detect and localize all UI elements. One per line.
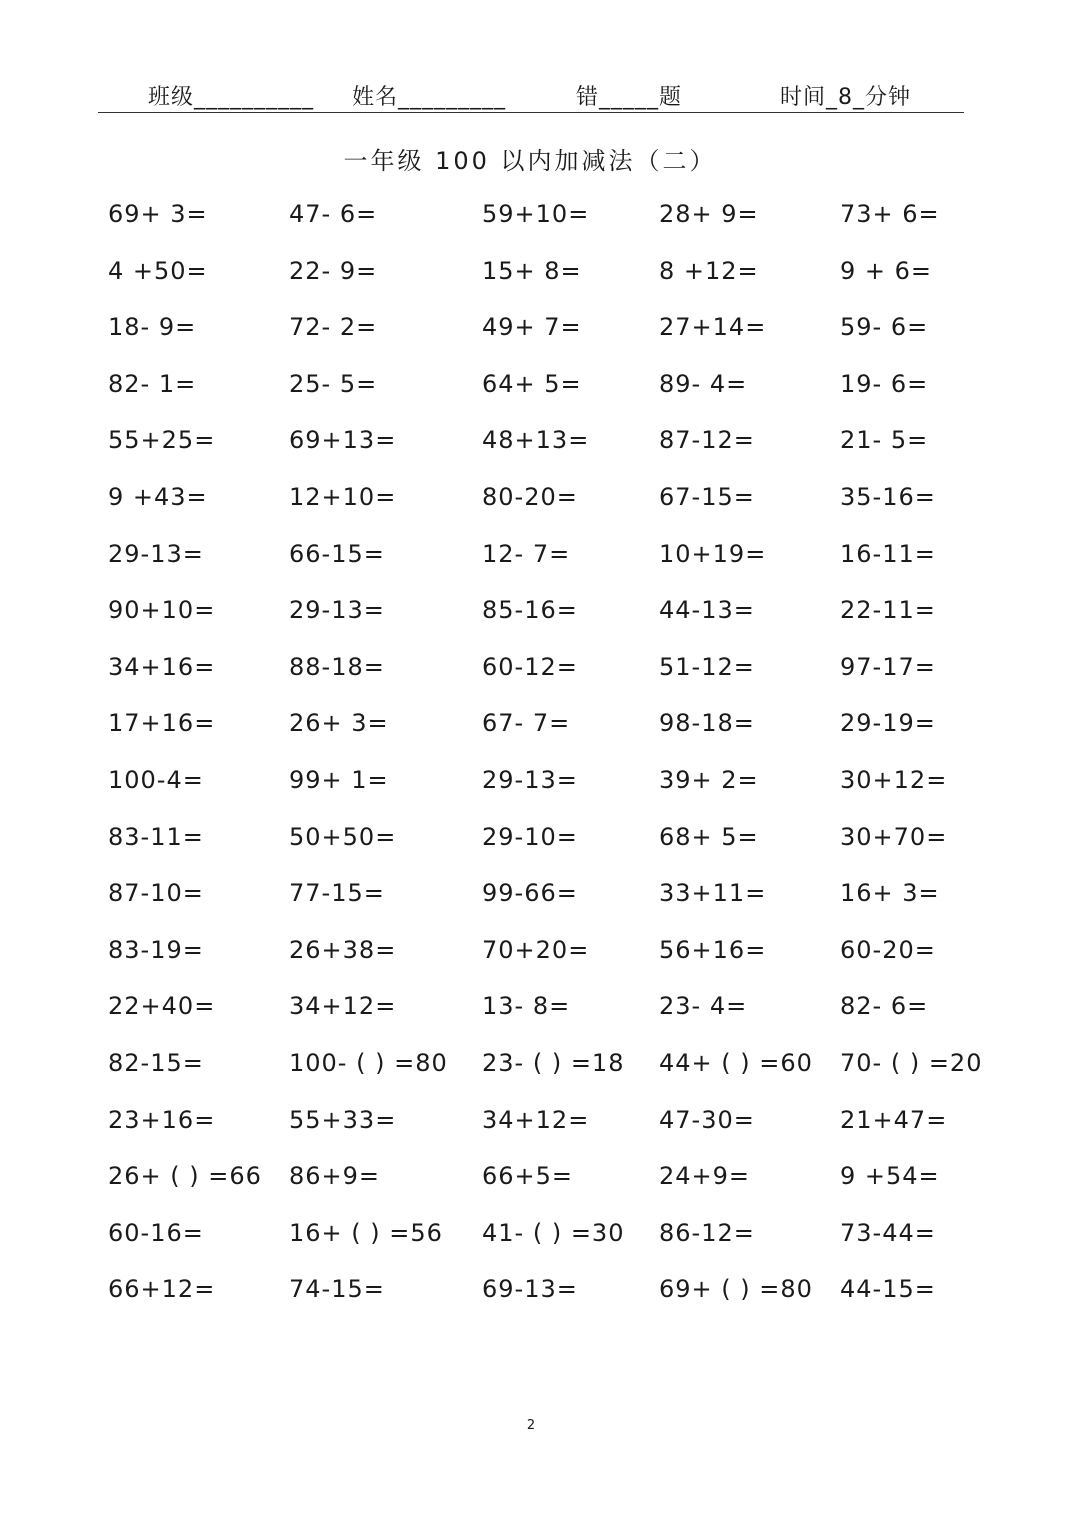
- math-problem: 48+13=: [482, 426, 590, 455]
- problem-row: [108, 641, 1068, 698]
- problem-row: [108, 1150, 1068, 1207]
- math-problem: 59- 6=: [840, 313, 929, 342]
- math-problem: 77-15=: [289, 879, 385, 908]
- math-problem: 70+20=: [482, 935, 590, 964]
- math-problem: 33+11=: [659, 879, 767, 908]
- math-problem: 15+ 8=: [482, 256, 582, 285]
- problem-row: [108, 188, 1068, 245]
- math-problem: 86+9=: [289, 1162, 381, 1191]
- math-problem: 49+ 7=: [482, 313, 582, 342]
- math-problem: 30+70=: [840, 822, 948, 851]
- math-problem: 85-16=: [482, 596, 578, 625]
- math-problem: 34+12=: [482, 1105, 590, 1134]
- math-problem: 21+47=: [840, 1105, 948, 1134]
- math-problem: 67-15=: [659, 482, 755, 511]
- math-problem: 82-15=: [108, 1048, 204, 1077]
- math-problem: 47- 6=: [289, 200, 378, 228]
- math-problem: 44-13=: [659, 596, 755, 625]
- math-problem: 69+ 3=: [108, 200, 208, 228]
- math-problem: 8 +12=: [659, 256, 759, 285]
- math-problem: 80-20=: [482, 482, 578, 511]
- math-problem: 60-12=: [482, 652, 578, 681]
- problem-row: [108, 924, 1068, 981]
- math-problem: 47-30=: [659, 1105, 755, 1134]
- math-problem: 59+10=: [482, 200, 590, 228]
- math-problem: 60-20=: [840, 935, 936, 964]
- problem-row: [108, 980, 1068, 1037]
- math-problem: 90+10=: [108, 596, 216, 625]
- math-problem: 72- 2=: [289, 313, 378, 342]
- math-problem: 27+14=: [659, 313, 767, 342]
- problem-row: [108, 1207, 1068, 1264]
- math-problem: 100-4=: [108, 765, 204, 794]
- math-problem: 16+ 3=: [840, 879, 940, 908]
- math-problem: 87-10=: [108, 879, 204, 908]
- math-problem: 73-44=: [840, 1218, 936, 1247]
- math-problem: 68+ 5=: [659, 822, 759, 851]
- math-problem: 50+50=: [289, 822, 397, 851]
- math-problem: 69+ ( ) =80: [659, 1275, 813, 1304]
- math-problem: 86-12=: [659, 1218, 755, 1247]
- math-problem: 66-15=: [289, 539, 385, 568]
- math-problem: 9 +43=: [108, 482, 208, 511]
- math-problem: 26+38=: [289, 935, 397, 964]
- math-problem: 73+ 6=: [840, 200, 940, 228]
- worksheet-header: [98, 70, 964, 113]
- math-problem: 55+33=: [289, 1105, 397, 1134]
- math-problem: 26+ 3=: [289, 709, 389, 738]
- math-problem: 34+16=: [108, 652, 216, 681]
- math-problem: 26+ ( ) =66: [108, 1162, 262, 1191]
- math-problem: 74-15=: [289, 1275, 385, 1304]
- page-title: 一年级 100 以内加减法（二）: [343, 147, 717, 175]
- math-problem: 44+ ( ) =60: [659, 1048, 813, 1077]
- math-problem: 67- 7=: [482, 709, 571, 738]
- math-problem: 39+ 2=: [659, 765, 759, 794]
- math-problem: 12- 7=: [482, 539, 571, 568]
- math-problem: 17+16=: [108, 709, 216, 738]
- math-problem: 23+16=: [108, 1105, 216, 1134]
- math-problem: 19- 6=: [840, 369, 929, 398]
- math-problem: 29-13=: [108, 539, 204, 568]
- math-problem: 4 +50=: [108, 256, 208, 285]
- math-problem: 89- 4=: [659, 369, 748, 398]
- math-problem: 82- 1=: [108, 369, 197, 398]
- page-number: 2: [526, 1418, 536, 1433]
- math-problem: 87-12=: [659, 426, 755, 455]
- math-problem: 16+ ( ) =56: [289, 1218, 443, 1247]
- problem-row: [108, 811, 1068, 868]
- problem-row: [108, 867, 1068, 924]
- problem-row: [108, 1263, 1068, 1320]
- problem-grid: [108, 188, 1068, 1320]
- class-field: 班级__________: [148, 85, 315, 110]
- math-problem: 88-18=: [289, 652, 385, 681]
- problem-row: [108, 358, 1068, 415]
- problem-row: [108, 1094, 1068, 1151]
- math-problem: 99-66=: [482, 879, 578, 908]
- math-problem: 23- ( ) =18: [482, 1048, 625, 1077]
- problem-row: [108, 697, 1068, 754]
- math-problem: 16-11=: [840, 539, 936, 568]
- math-problem: 69-13=: [482, 1275, 578, 1304]
- math-problem: 29-10=: [482, 822, 578, 851]
- math-problem: 29-13=: [482, 765, 578, 794]
- math-problem: 30+12=: [840, 765, 948, 794]
- errors-field: 错_____题: [576, 85, 683, 110]
- math-problem: 24+9=: [659, 1162, 751, 1191]
- math-problem: 22+40=: [108, 992, 216, 1021]
- math-problem: 35-16=: [840, 482, 936, 511]
- math-problem: 18- 9=: [108, 313, 197, 342]
- math-problem: 41- ( ) =30: [482, 1218, 625, 1247]
- math-problem: 12+10=: [289, 482, 397, 511]
- math-problem: 44-15=: [840, 1275, 936, 1304]
- math-problem: 64+ 5=: [482, 369, 582, 398]
- math-problem: 9 + 6=: [840, 256, 933, 285]
- problem-row: [108, 245, 1068, 302]
- math-problem: 56+16=: [659, 935, 767, 964]
- math-problem: 99+ 1=: [289, 765, 389, 794]
- math-problem: 66+5=: [482, 1162, 574, 1191]
- problem-row: [108, 754, 1068, 811]
- math-problem: 13- 8=: [482, 992, 571, 1021]
- problem-row: [108, 1037, 1068, 1094]
- math-problem: 22- 9=: [289, 256, 378, 285]
- math-problem: 97-17=: [840, 652, 936, 681]
- math-problem: 69+13=: [289, 426, 397, 455]
- math-problem: 98-18=: [659, 709, 755, 738]
- math-problem: 100- ( ) =80: [289, 1048, 448, 1077]
- math-problem: 21- 5=: [840, 426, 929, 455]
- math-problem: 51-12=: [659, 652, 755, 681]
- math-problem: 10+19=: [659, 539, 767, 568]
- name-field: 姓名_________: [352, 85, 507, 110]
- math-problem: 83-11=: [108, 822, 204, 851]
- math-problem: 66+12=: [108, 1275, 216, 1304]
- math-problem: 23- 4=: [659, 992, 748, 1021]
- math-problem: 25- 5=: [289, 369, 378, 398]
- problem-row: [108, 584, 1068, 641]
- math-problem: 29-19=: [840, 709, 936, 738]
- math-problem: 34+12=: [289, 992, 397, 1021]
- math-problem: 28+ 9=: [659, 200, 759, 228]
- math-problem: 83-19=: [108, 935, 204, 964]
- math-problem: 22-11=: [840, 596, 936, 625]
- math-problem: 82- 6=: [840, 992, 929, 1021]
- problem-row: [108, 414, 1068, 471]
- time-field: 时间_8_分钟: [780, 85, 911, 110]
- problem-row: [108, 301, 1068, 358]
- math-problem: 60-16=: [108, 1218, 204, 1247]
- math-problem: 29-13=: [289, 596, 385, 625]
- math-problem: 9 +54=: [840, 1162, 940, 1191]
- problem-row: [108, 471, 1068, 528]
- math-problem: 55+25=: [108, 426, 216, 455]
- problem-row: [108, 528, 1068, 585]
- math-problem: 70- ( ) =20: [840, 1048, 983, 1077]
